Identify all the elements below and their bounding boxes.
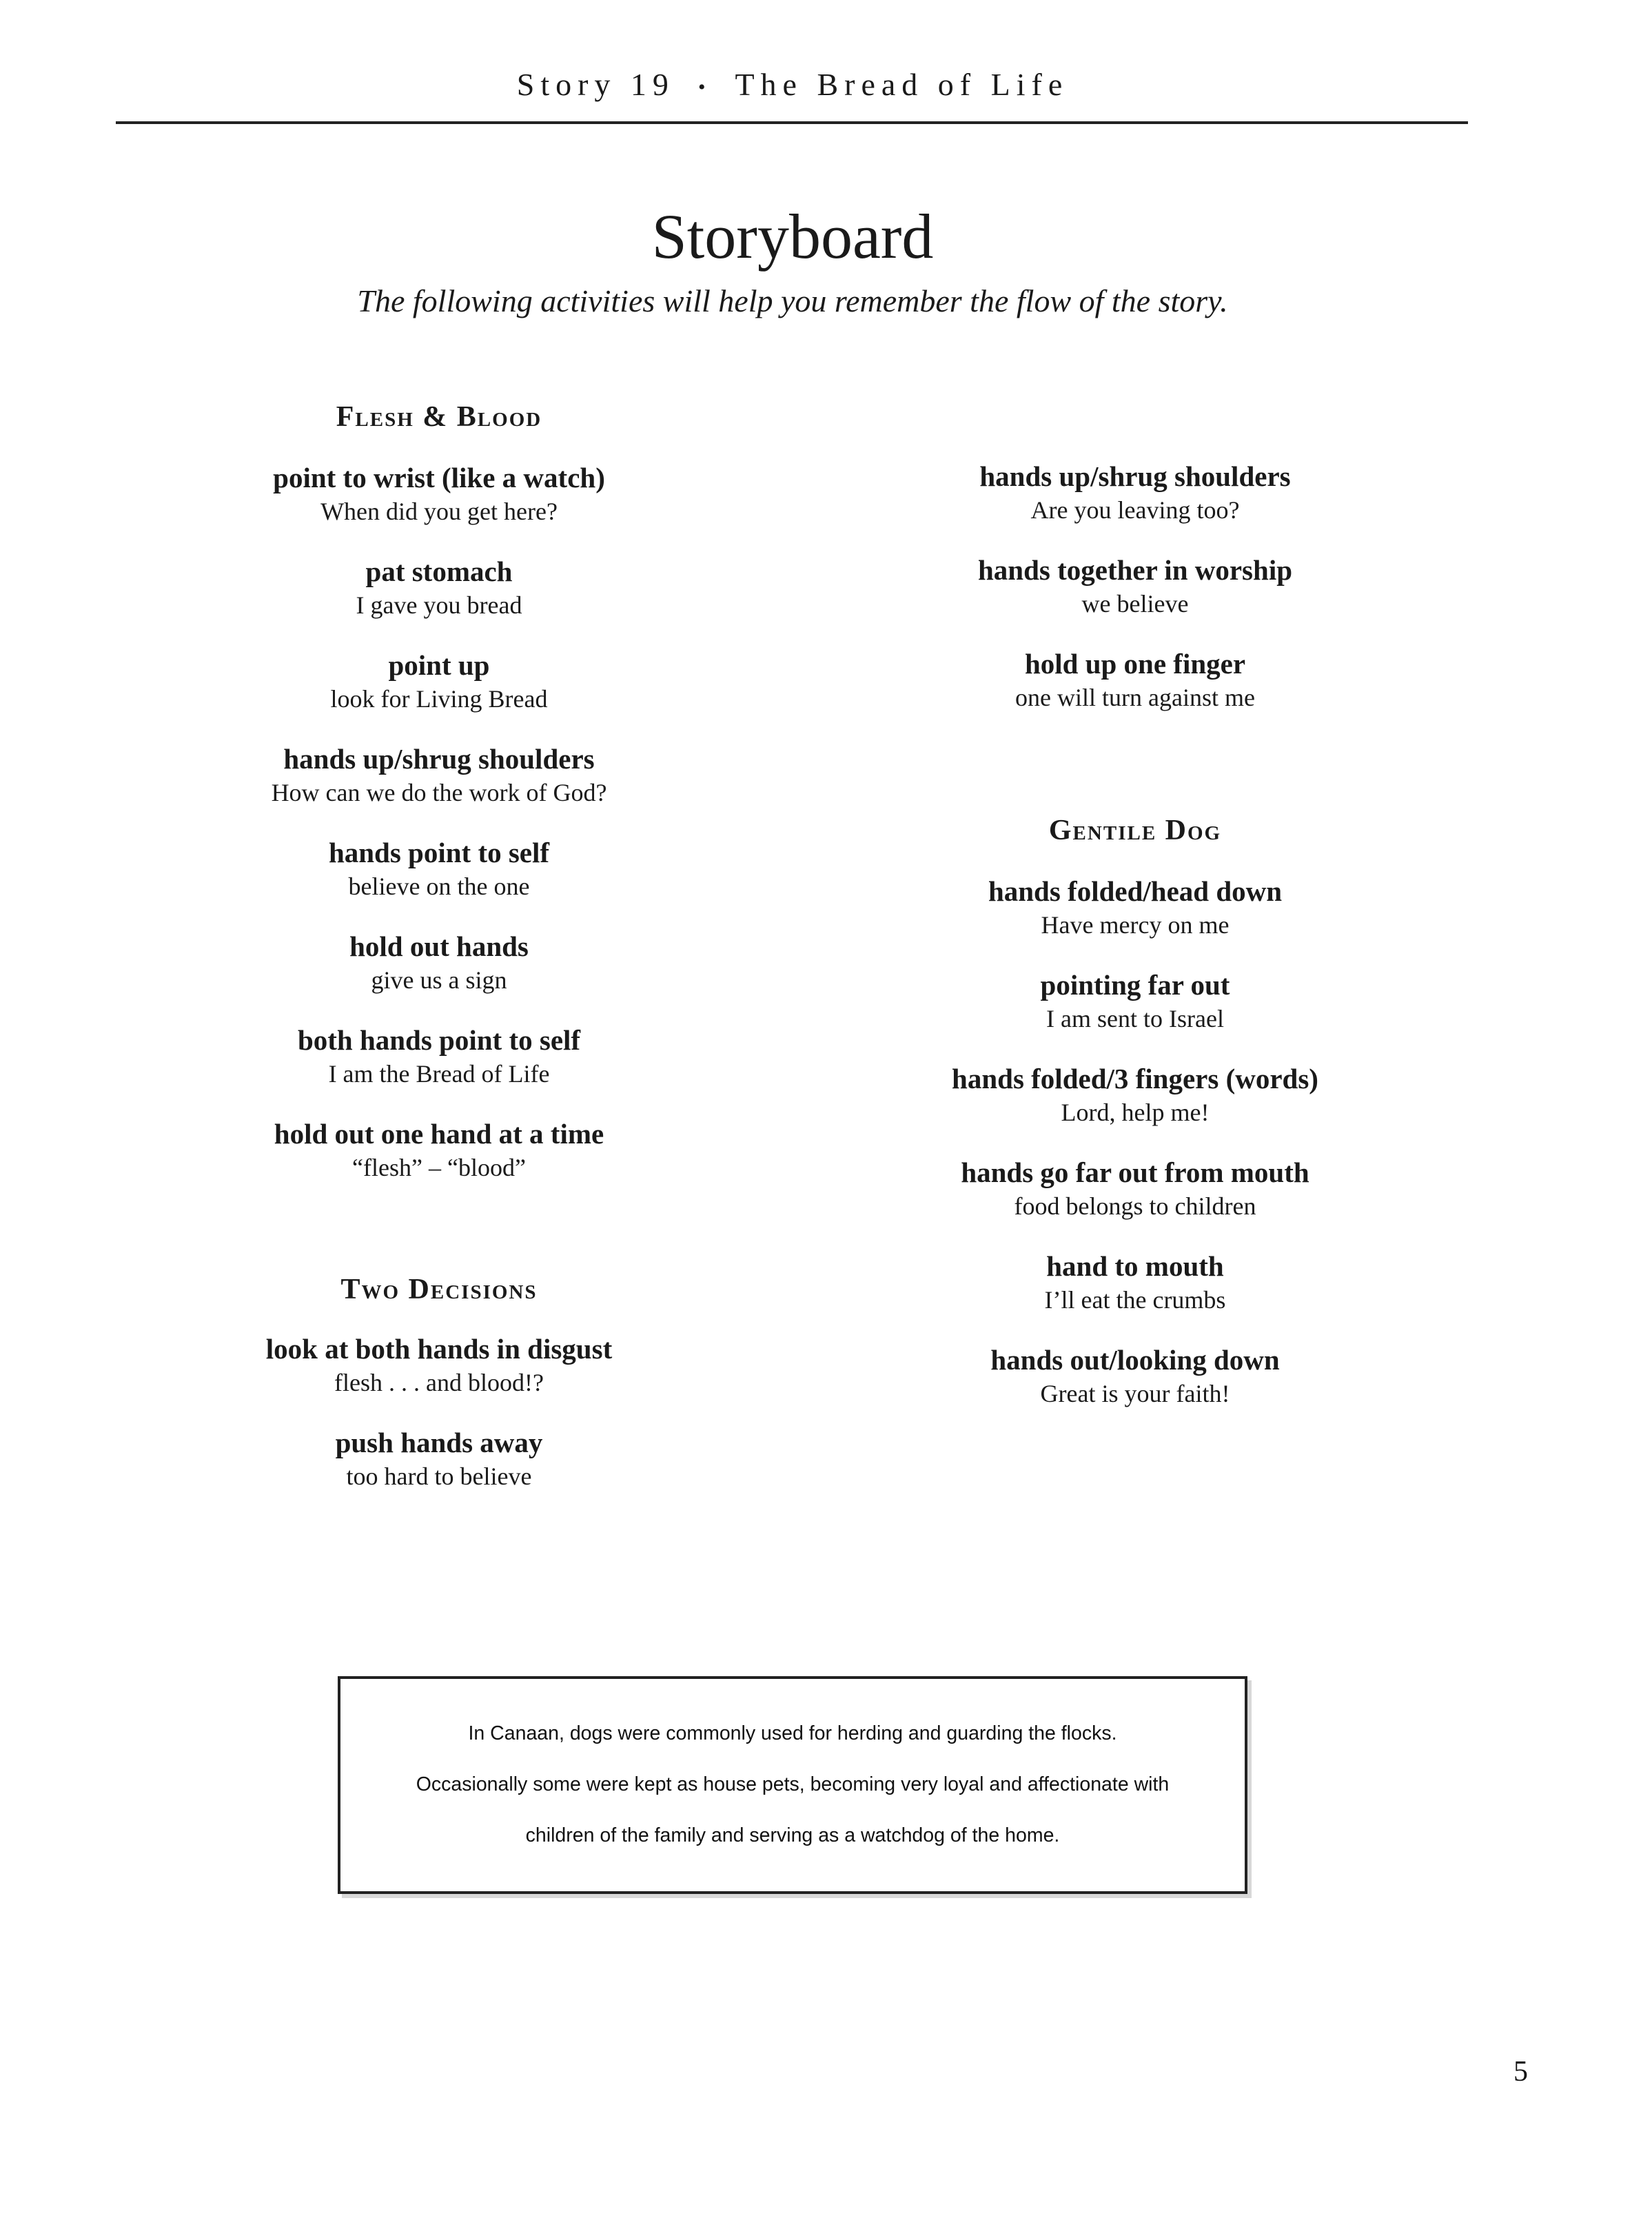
item-action: hands folded/head down <box>988 875 1283 907</box>
item-cue: I gave you bread <box>356 591 522 619</box>
item-cue: flesh . . . and blood!? <box>334 1369 544 1396</box>
list-item <box>177 835 701 903</box>
item-action: pat stomach <box>365 556 513 587</box>
item-cue: How can we do the work of God? <box>271 779 607 806</box>
list-item <box>873 1343 1397 1410</box>
list-item <box>177 1425 701 1493</box>
item-cue: When did you get here? <box>320 498 558 525</box>
item-cue: Lord, help me! <box>1061 1099 1210 1126</box>
list-item <box>177 1117 701 1184</box>
item-cue: Are you leaving too? <box>1030 496 1240 524</box>
list-item <box>177 1023 701 1090</box>
item-cue: “flesh” – “blood” <box>352 1154 526 1181</box>
item-action: hold out hands <box>349 930 529 962</box>
item-cue: give us a sign <box>371 966 507 994</box>
list-item <box>873 459 1397 527</box>
page-title: Storyboard <box>651 201 934 272</box>
list-item <box>873 968 1397 1035</box>
list-item <box>177 929 701 997</box>
item-action: hands go far out from mouth <box>961 1157 1309 1188</box>
section-flesh-and-blood <box>177 400 701 434</box>
item-cue: Great is your faith! <box>1040 1380 1230 1407</box>
item-action: hands folded/3 fingers (words) <box>952 1063 1318 1094</box>
item-cue: Have mercy on me <box>1041 911 1230 939</box>
note-line: In Canaan, dogs were commonly used for herding and guarding the flocks. <box>468 1722 1117 1744</box>
list-item <box>873 1155 1397 1223</box>
note-line: Occasionally some were kept as house pets, becoming very loyal and affectionate with <box>416 1773 1170 1795</box>
item-cue: I’ll eat the crumbs <box>1044 1286 1226 1314</box>
item-action: hands together in worship <box>977 554 1293 586</box>
item-cue: believe on the one <box>348 873 530 900</box>
section-two-decisions <box>177 1272 701 1307</box>
list-item <box>177 460 701 528</box>
item-cue: I am the Bread of Life <box>328 1060 550 1088</box>
item-cue: look for Living Bread <box>330 685 548 713</box>
item-action: hands up/shrug shoulders <box>979 460 1291 492</box>
section-heading: Two Decisions <box>340 1274 538 1305</box>
header-rule <box>116 121 1468 124</box>
section-heading: Gentile Dog <box>1048 815 1222 846</box>
item-action: look at both hands in disgust <box>265 1333 613 1365</box>
item-action: hands point to self <box>328 837 550 868</box>
section-heading: Flesh & Blood <box>336 401 542 433</box>
list-item <box>177 648 701 715</box>
item-action: push hands away <box>335 1427 543 1458</box>
list-item <box>873 1061 1397 1129</box>
item-action: pointing far out <box>1040 969 1230 1001</box>
running-head-title: The Bread of Life <box>735 67 1069 102</box>
page-number: 5 <box>1513 2056 1528 2088</box>
list-item <box>873 646 1397 714</box>
item-action: hands up/shrug shoulders <box>283 743 595 775</box>
item-action: point up <box>388 649 490 681</box>
page-subtitle: The following activities will help you remember the flow of the story. <box>357 283 1228 318</box>
item-cue: food belongs to children <box>1014 1192 1256 1220</box>
item-cue: I am sent to Israel <box>1046 1005 1224 1032</box>
section-gentile-dog <box>873 813 1397 848</box>
item-action: hold out one hand at a time <box>274 1118 604 1150</box>
item-action: point to wrist (like a watch) <box>273 462 605 493</box>
list-item <box>873 1249 1397 1316</box>
item-cue: one will turn against me <box>1015 684 1255 711</box>
bullet-separator-icon: • <box>697 76 712 99</box>
item-action: hands out/looking down <box>990 1344 1280 1376</box>
list-item <box>177 1332 701 1399</box>
list-item <box>177 554 701 622</box>
item-action: hold up one finger <box>1024 648 1246 680</box>
item-cue: we believe <box>1081 590 1189 618</box>
list-item <box>873 874 1397 941</box>
running-head-story: Story 19 <box>516 67 675 102</box>
item-action: hand to mouth <box>1046 1250 1224 1282</box>
item-action: both hands point to self <box>297 1024 581 1056</box>
item-cue: too hard to believe <box>346 1463 532 1490</box>
list-item <box>873 553 1397 620</box>
note-line: children of the family and serving as a watchdog of the home. <box>525 1824 1060 1846</box>
note-box <box>338 1676 1247 1894</box>
list-item <box>177 742 701 809</box>
running-head <box>0 66 1585 103</box>
